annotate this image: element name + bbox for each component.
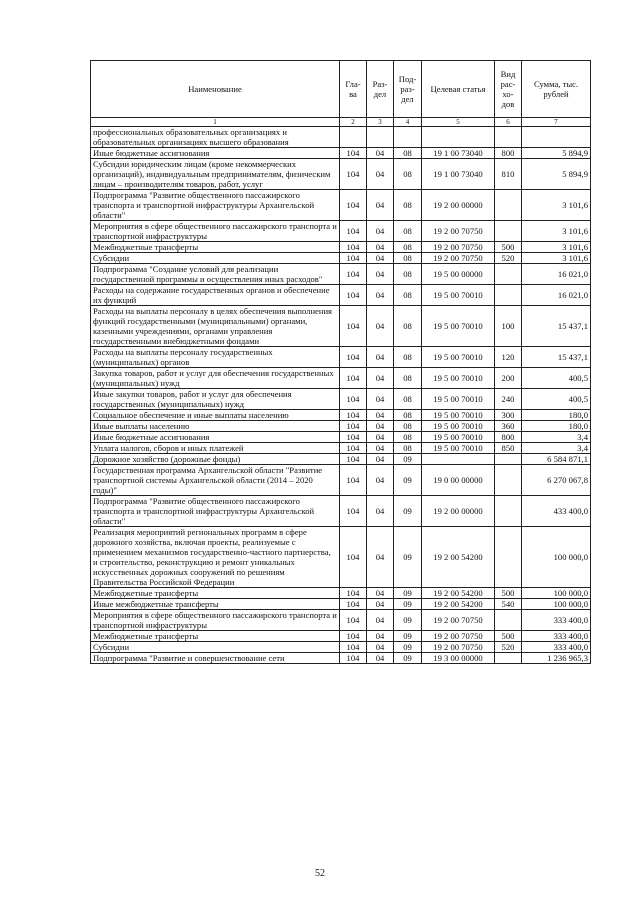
row-target-cell: 19 2 00 54200	[422, 599, 495, 610]
row-podrazdel-cell: 08	[394, 421, 422, 432]
row-sum-cell: 400,5	[522, 389, 591, 410]
table-row	[91, 264, 591, 285]
row-glava-cell: 104	[340, 190, 367, 221]
table-row	[91, 148, 591, 159]
row-podrazdel-cell: 09	[394, 496, 422, 527]
row-target-cell: 19 2 00 70750	[422, 221, 495, 242]
row-target-cell: 19 2 00 70750	[422, 631, 495, 642]
row-podrazdel-cell: 09	[394, 610, 422, 631]
row-target-cell: 19 2 00 00000	[422, 496, 495, 527]
row-razdel-cell: 04	[367, 253, 394, 264]
row-target-cell: 19 1 00 73040	[422, 148, 495, 159]
row-razdel-cell: 04	[367, 610, 394, 631]
table-row	[91, 389, 591, 410]
row-target-cell: 19 1 00 73040	[422, 159, 495, 190]
row-name-cell: Государственная программа Архангельской области "Развитие транспортной системы Архангельской области (2014 – 2020 годы)"	[91, 465, 340, 496]
row-glava-cell: 104	[340, 432, 367, 443]
header-sum: Сумма, тыс. рублей	[522, 61, 591, 118]
header-podrazdel: Под-раз-дел	[394, 61, 422, 118]
row-sum-cell: 333 400,0	[522, 642, 591, 653]
row-podrazdel-cell	[394, 127, 422, 148]
row-sum-cell: 6 584 871,1	[522, 454, 591, 465]
row-glava-cell: 104	[340, 410, 367, 421]
row-glava-cell: 104	[340, 242, 367, 253]
row-glava-cell: 104	[340, 527, 367, 588]
row-target-cell: 19 3 00 00000	[422, 653, 495, 664]
row-podrazdel-cell: 08	[394, 306, 422, 347]
row-sum-cell: 333 400,0	[522, 610, 591, 631]
row-vid-cell: 120	[495, 347, 522, 368]
row-vid-cell	[495, 465, 522, 496]
table-row	[91, 588, 591, 599]
row-podrazdel-cell: 08	[394, 368, 422, 389]
row-vid-cell	[495, 127, 522, 148]
row-sum-cell: 16 021,0	[522, 285, 591, 306]
row-podrazdel-cell: 08	[394, 159, 422, 190]
header-vid: Вид рас-хо-дов	[495, 61, 522, 118]
row-name-cell: Социальное обеспечение и иные выплаты населению	[91, 410, 340, 421]
row-name-cell: Иные выплаты населению	[91, 421, 340, 432]
row-target-cell: 19 5 00 70010	[422, 421, 495, 432]
header-glava: Гла-ва	[340, 61, 367, 118]
row-name-cell: Межбюджетные трансферты	[91, 631, 340, 642]
row-name-cell: Иные бюджетные ассигнования	[91, 148, 340, 159]
row-podrazdel-cell: 08	[394, 264, 422, 285]
row-name-cell: Иные межбюджетные трансферты	[91, 599, 340, 610]
row-name-cell: Иные бюджетные ассигнования	[91, 432, 340, 443]
row-sum-cell: 433 400,0	[522, 496, 591, 527]
row-sum-cell: 3,4	[522, 432, 591, 443]
row-target-cell: 19 2 00 00000	[422, 190, 495, 221]
table-row	[91, 190, 591, 221]
row-razdel-cell: 04	[367, 527, 394, 588]
row-vid-cell: 100	[495, 306, 522, 347]
row-name-cell: Межбюджетные трансферты	[91, 242, 340, 253]
row-vid-cell: 800	[495, 432, 522, 443]
row-name-cell: Уплата налогов, сборов и иных платежей	[91, 443, 340, 454]
table-row	[91, 159, 591, 190]
row-razdel-cell: 04	[367, 148, 394, 159]
row-razdel-cell: 04	[367, 242, 394, 253]
row-razdel-cell: 04	[367, 421, 394, 432]
row-sum-cell: 100 000,0	[522, 588, 591, 599]
table-row	[91, 242, 591, 253]
row-podrazdel-cell: 09	[394, 642, 422, 653]
row-sum-cell: 1 236 965,3	[522, 653, 591, 664]
row-sum-cell: 3 101,6	[522, 253, 591, 264]
row-podrazdel-cell: 08	[394, 347, 422, 368]
table-row	[91, 454, 591, 465]
row-name-cell: Мероприятия в сфере общественного пассажирского транспорта и транспортной инфраструктуры	[91, 610, 340, 631]
row-vid-cell: 200	[495, 368, 522, 389]
row-razdel-cell: 04	[367, 368, 394, 389]
row-vid-cell: 360	[495, 421, 522, 432]
column-number: 2	[340, 118, 367, 127]
row-sum-cell: 15 437,1	[522, 306, 591, 347]
row-name-cell: Расходы на выплаты персоналу в целях обеспечения выполнения функций государственными (муниципальными) органами, казенными учреждениями, органами управления государственными внебюджетными фондами	[91, 306, 340, 347]
row-podrazdel-cell: 09	[394, 527, 422, 588]
row-razdel-cell: 04	[367, 631, 394, 642]
row-name-cell: Подпрограмма "Развитие общественного пассажирского транспорта и транспортной инфраструктуры Архангельской области"	[91, 190, 340, 221]
row-vid-cell: 540	[495, 599, 522, 610]
row-razdel-cell: 04	[367, 496, 394, 527]
row-glava-cell: 104	[340, 421, 367, 432]
row-name-cell: Расходы на содержание государственных органов и обеспечение их функций	[91, 285, 340, 306]
row-name-cell: Закупка товаров, работ и услуг для обеспечения государственных (муниципальных) нужд	[91, 368, 340, 389]
row-sum-cell: 3 101,6	[522, 242, 591, 253]
row-target-cell: 19 5 00 00000	[422, 264, 495, 285]
row-glava-cell: 104	[340, 285, 367, 306]
row-target-cell: 19 5 00 70010	[422, 368, 495, 389]
row-podrazdel-cell: 08	[394, 410, 422, 421]
row-podrazdel-cell: 08	[394, 253, 422, 264]
row-glava-cell: 104	[340, 443, 367, 454]
row-name-cell: Субсидии	[91, 253, 340, 264]
row-name-cell: Иные закупки товаров, работ и услуг для обеспечения государственных (муниципальных) нужд	[91, 389, 340, 410]
row-razdel-cell: 04	[367, 221, 394, 242]
table-row	[91, 127, 591, 148]
row-vid-cell	[495, 454, 522, 465]
row-glava-cell: 104	[340, 631, 367, 642]
row-podrazdel-cell: 09	[394, 653, 422, 664]
row-target-cell: 19 5 00 70010	[422, 306, 495, 347]
row-name-cell: Реализация мероприятий региональных программ в сфере дорожного хозяйства, включая проекты, реализуемые с применением механизмов государственно-частного партнерства, и строительство, реконструкцию и ремонт уникальных искусственных дорожных сооружений по решениям Правительства Российской Федерации	[91, 527, 340, 588]
row-vid-cell: 300	[495, 410, 522, 421]
row-vid-cell	[495, 221, 522, 242]
table-row	[91, 527, 591, 588]
column-number-row	[91, 118, 591, 127]
row-vid-cell: 810	[495, 159, 522, 190]
row-vid-cell: 520	[495, 253, 522, 264]
row-target-cell: 19 2 00 70750	[422, 642, 495, 653]
row-target-cell: 19 2 00 70750	[422, 242, 495, 253]
row-target-cell	[422, 127, 495, 148]
row-name-cell: профессиональных образовательных организациях и образовательных организациях высшего образования	[91, 127, 340, 148]
row-name-cell: Межбюджетные трансферты	[91, 588, 340, 599]
row-vid-cell	[495, 264, 522, 285]
row-vid-cell: 500	[495, 631, 522, 642]
row-target-cell: 19 0 00 00000	[422, 465, 495, 496]
row-podrazdel-cell: 09	[394, 588, 422, 599]
row-razdel-cell: 04	[367, 190, 394, 221]
header-row	[91, 61, 591, 118]
row-razdel-cell: 04	[367, 454, 394, 465]
row-podrazdel-cell: 08	[394, 190, 422, 221]
table-row	[91, 306, 591, 347]
row-target-cell: 19 5 00 70010	[422, 285, 495, 306]
row-glava-cell: 104	[340, 454, 367, 465]
column-number: 5	[422, 118, 495, 127]
row-target-cell: 19 2 00 70750	[422, 610, 495, 631]
row-name-cell: Субсидии юридическим лицам (кроме некоммерческих организаций), индивидуальным предпринимателям, физическим лицам – производителям товаров, работ, услуг	[91, 159, 340, 190]
row-sum-cell: 180,0	[522, 410, 591, 421]
table-row	[91, 610, 591, 631]
row-glava-cell: 104	[340, 347, 367, 368]
table-row	[91, 496, 591, 527]
row-name-cell: Субсидии	[91, 642, 340, 653]
row-razdel-cell: 04	[367, 410, 394, 421]
row-glava-cell: 104	[340, 221, 367, 242]
row-target-cell: 19 2 00 54200	[422, 588, 495, 599]
table-body	[91, 127, 591, 664]
page-number: 52	[315, 868, 325, 879]
row-podrazdel-cell: 08	[394, 285, 422, 306]
row-glava-cell	[340, 127, 367, 148]
column-number: 7	[522, 118, 591, 127]
row-sum-cell: 3,4	[522, 443, 591, 454]
row-name-cell: Дорожное хозяйство (дорожные фонды)	[91, 454, 340, 465]
row-razdel-cell: 04	[367, 653, 394, 664]
row-glava-cell: 104	[340, 588, 367, 599]
row-podrazdel-cell: 08	[394, 389, 422, 410]
row-target-cell	[422, 454, 495, 465]
row-glava-cell: 104	[340, 253, 367, 264]
row-glava-cell: 104	[340, 599, 367, 610]
row-vid-cell	[495, 190, 522, 221]
column-number: 6	[495, 118, 522, 127]
row-name-cell: Расходы на выплаты персоналу государственных (муниципальных) органов	[91, 347, 340, 368]
table-row	[91, 285, 591, 306]
row-glava-cell: 104	[340, 368, 367, 389]
row-sum-cell: 400,5	[522, 368, 591, 389]
row-name-cell: Подпрограмма "Развитие общественного пассажирского транспорта и транспортной инфраструктуры Архангельской области"	[91, 496, 340, 527]
row-vid-cell	[495, 285, 522, 306]
column-number: 1	[91, 118, 340, 127]
row-vid-cell	[495, 653, 522, 664]
budget-table	[90, 60, 591, 664]
row-sum-cell: 6 270 067,8	[522, 465, 591, 496]
row-razdel-cell: 04	[367, 443, 394, 454]
row-vid-cell: 800	[495, 148, 522, 159]
column-number: 4	[394, 118, 422, 127]
row-vid-cell	[495, 527, 522, 588]
row-razdel-cell	[367, 127, 394, 148]
row-sum-cell: 15 437,1	[522, 347, 591, 368]
row-target-cell: 19 5 00 70010	[422, 443, 495, 454]
row-razdel-cell: 04	[367, 306, 394, 347]
row-podrazdel-cell: 08	[394, 242, 422, 253]
row-glava-cell: 104	[340, 653, 367, 664]
table-row	[91, 347, 591, 368]
row-target-cell: 19 5 00 70010	[422, 410, 495, 421]
row-razdel-cell: 04	[367, 159, 394, 190]
row-razdel-cell: 04	[367, 432, 394, 443]
row-vid-cell: 500	[495, 242, 522, 253]
row-sum-cell: 180,0	[522, 421, 591, 432]
row-vid-cell: 520	[495, 642, 522, 653]
row-podrazdel-cell: 08	[394, 221, 422, 242]
row-target-cell: 19 2 00 70750	[422, 253, 495, 264]
table-row	[91, 465, 591, 496]
row-podrazdel-cell: 09	[394, 454, 422, 465]
table-row	[91, 642, 591, 653]
row-razdel-cell: 04	[367, 599, 394, 610]
row-glava-cell: 104	[340, 389, 367, 410]
header-name: Наименование	[91, 61, 340, 118]
table-row	[91, 410, 591, 421]
row-razdel-cell: 04	[367, 285, 394, 306]
row-sum-cell: 333 400,0	[522, 631, 591, 642]
row-podrazdel-cell: 09	[394, 631, 422, 642]
row-vid-cell: 500	[495, 588, 522, 599]
row-glava-cell: 104	[340, 610, 367, 631]
table-row	[91, 253, 591, 264]
row-razdel-cell: 04	[367, 347, 394, 368]
table-row	[91, 631, 591, 642]
row-razdel-cell: 04	[367, 264, 394, 285]
row-vid-cell	[495, 496, 522, 527]
row-razdel-cell: 04	[367, 642, 394, 653]
row-razdel-cell: 04	[367, 389, 394, 410]
row-podrazdel-cell: 08	[394, 432, 422, 443]
header-target: Целевая статья	[422, 61, 495, 118]
row-sum-cell: 16 021,0	[522, 264, 591, 285]
header-razdel: Раз-дел	[367, 61, 394, 118]
row-target-cell: 19 2 00 54200	[422, 527, 495, 588]
table-row	[91, 368, 591, 389]
table-row	[91, 221, 591, 242]
table-row	[91, 421, 591, 432]
row-name-cell: Подпрограмма "Создание условий для реализации государственной программы и осуществления иных расходов"	[91, 264, 340, 285]
row-glava-cell: 104	[340, 306, 367, 347]
row-sum-cell: 100 000,0	[522, 599, 591, 610]
column-number: 3	[367, 118, 394, 127]
row-glava-cell: 104	[340, 496, 367, 527]
row-name-cell: Подпрограмма "Развитие и совершенствование сети	[91, 653, 340, 664]
table-row	[91, 599, 591, 610]
row-sum-cell: 100 000,0	[522, 527, 591, 588]
row-razdel-cell: 04	[367, 588, 394, 599]
row-glava-cell: 104	[340, 264, 367, 285]
row-glava-cell: 104	[340, 148, 367, 159]
row-vid-cell: 850	[495, 443, 522, 454]
row-sum-cell: 3 101,6	[522, 190, 591, 221]
row-sum-cell: 5 894,9	[522, 159, 591, 190]
row-target-cell: 19 5 00 70010	[422, 347, 495, 368]
row-target-cell: 19 5 00 70010	[422, 432, 495, 443]
row-vid-cell: 240	[495, 389, 522, 410]
row-podrazdel-cell: 09	[394, 465, 422, 496]
row-glava-cell: 104	[340, 465, 367, 496]
row-glava-cell: 104	[340, 159, 367, 190]
table-row	[91, 443, 591, 454]
row-razdel-cell: 04	[367, 465, 394, 496]
row-target-cell: 19 5 00 70010	[422, 389, 495, 410]
row-podrazdel-cell: 08	[394, 443, 422, 454]
table-row	[91, 653, 591, 664]
row-sum-cell: 5 894,9	[522, 148, 591, 159]
row-podrazdel-cell: 09	[394, 599, 422, 610]
row-name-cell: Мероприятия в сфере общественного пассажирского транспорта и транспортной инфраструктуры	[91, 221, 340, 242]
table-row	[91, 432, 591, 443]
row-sum-cell: 3 101,6	[522, 221, 591, 242]
row-podrazdel-cell: 08	[394, 148, 422, 159]
row-glava-cell: 104	[340, 642, 367, 653]
row-vid-cell	[495, 610, 522, 631]
row-sum-cell	[522, 127, 591, 148]
